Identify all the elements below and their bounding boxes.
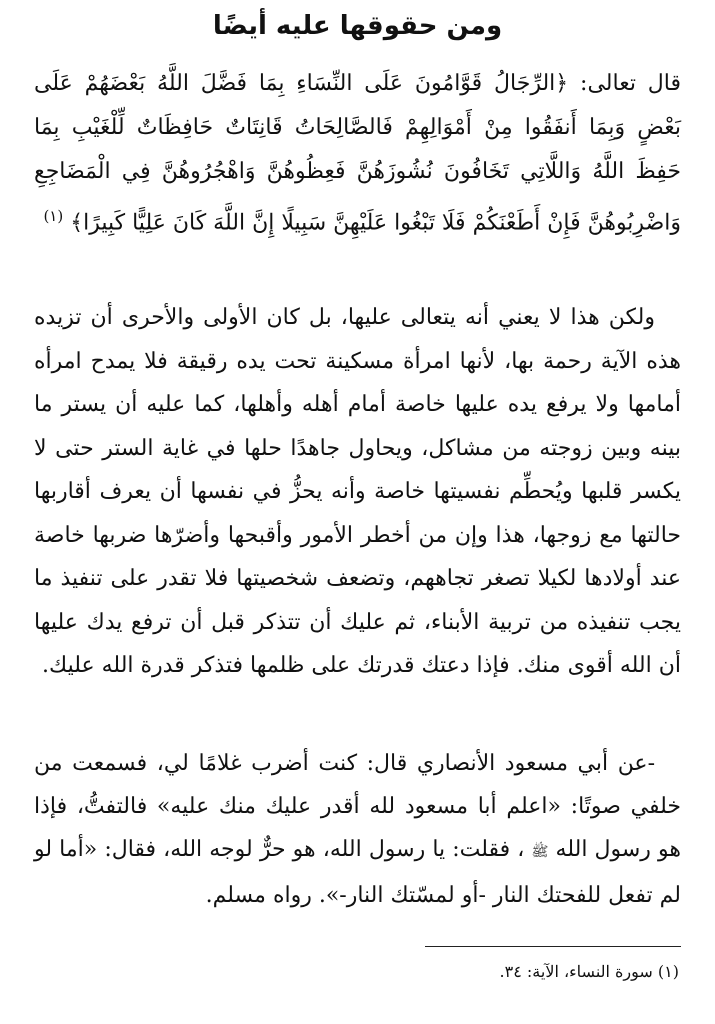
footnote-divider xyxy=(425,946,681,947)
quran-verse-text: ﴿الرِّجَالُ قَوَّامُونَ عَلَى النِّسَاءِ بِمَا فَضَّلَ اللَّهُ بَعْضَهُمْ عَلَى بَعْضٍ وَبِمَا أَنفَقُوا مِنْ أَمْوَالِهِمْ فَالصَّالِحَاتُ قَانِتَاتٌ حَافِظَاتٌ لِّلْغَيْبِ بِمَا حَفِظَ اللَّهُ وَاللَّاتِي تَخَافُونَ نُشُوزَهُنَّ فَعِظُوهُنَّ وَاهْجُرُوهُنَّ فِي الْمَضَاجِعِ وَاضْرِبُوهُنَّ فَإِنْ أَطَعْنَكُمْ فَلَا تَبْغُوا عَلَيْهِنَّ سَبِيلًا إِنَّ اللَّهَ كَانَ عَلِيًّا كَبِيرًا﴾ xyxy=(34,71,681,236)
footnote-reference: (١) xyxy=(43,207,64,225)
honorific-glyph: ﷺ xyxy=(531,844,549,860)
quran-verse-block xyxy=(34,62,681,245)
page-title: ومن حقوقها عليه أيضًا xyxy=(212,11,503,41)
hadith-paragraph xyxy=(34,742,681,917)
footnote: (١) سورة النساء، الآية: ٣٤. xyxy=(499,962,679,981)
commentary-paragraph: ولكن هذا لا يعني أنه يتعالى عليها، بل كان الأولى والأحرى أن تزيده هذه الآية رحمة بها، لأنها امرأة مسكينة تحت يده رقيقة فلا يمدح امرأه أمامها ولا يرفع يده عليها خاصة أمام أهله وأهلها، كما عليه أن يستر ما بينه وبين زوجته من مشاكل، ويحاول جاهدًا حلها في غاية الستر حتى لا يكسر قلبها ويُحطِّم نفسيتها خاصة وأنه يحزُّ في نفسها أن يعرف أقاربها حالتها مع زوجها، هذا وإن من أخطر الأمور وأقبحها وأضرّها ضربها خاصة عند أولادها لكيلا تصغر تجاههم، وتضعف شخصيتها فلا تقدر على تنفيذ ما يجب تنفيذه من تربية الأبناء، ثم عليك أن تتذكر قبل أن ترفع يدك عليها أن الله أقوى منك. فإذا دعتك قدرتك على ظلمها فتذكر قدرة الله عليك. xyxy=(34,305,681,678)
hadith-text-part1: -عن أبي مسعود الأنصاري قال: كنت أضرب غلامًا لي، فسمعت من خلفي صوتًا: «اعلم أبا مسعود لله أقدر عليك منك عليه» فالتفتُّ، فإذا هو رسول الله xyxy=(34,751,681,862)
hadith-text-part2: ، فقلت: يا رسول الله، هو حرٌّ لوجه الله، فقال: «أما لو لم تفعل للفحتك النار -أو لمسّتك النار-». رواه مسلم. xyxy=(34,837,681,908)
verse-intro: قال تعالى: xyxy=(580,71,681,96)
